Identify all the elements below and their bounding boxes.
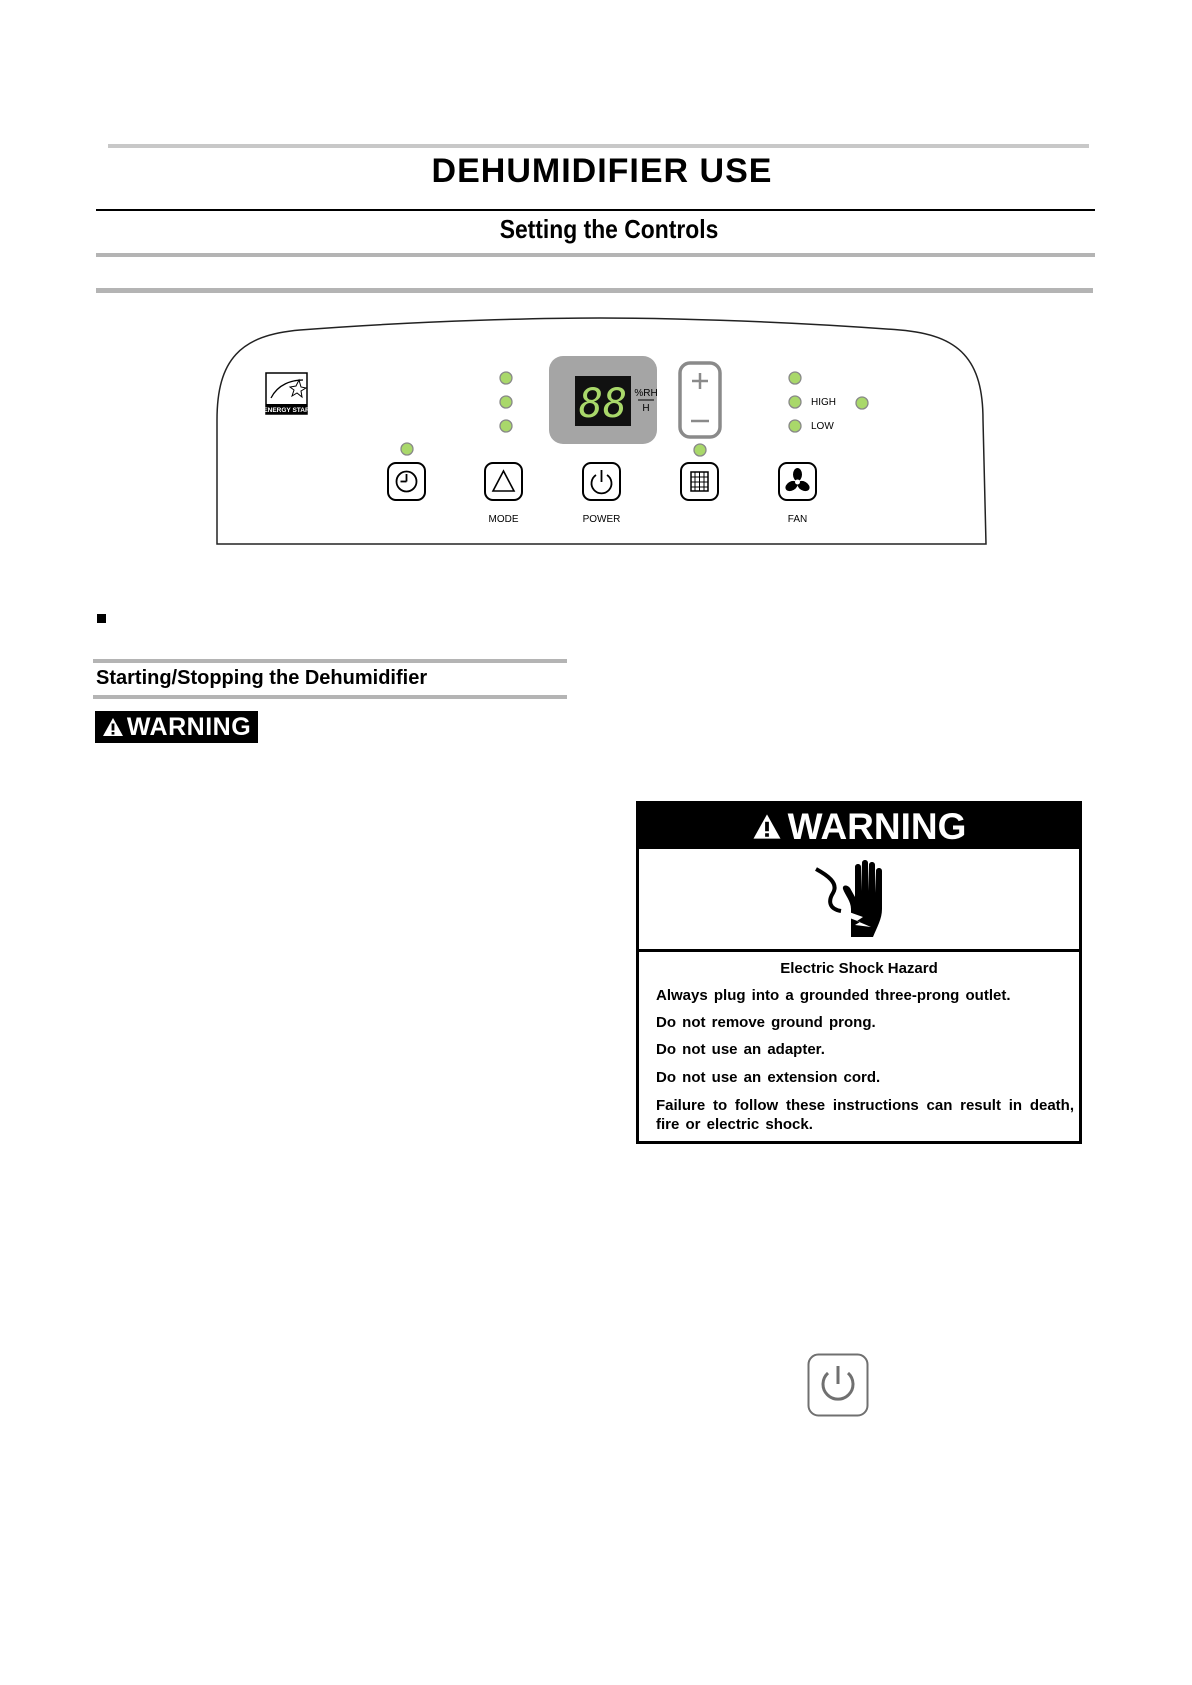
section-divider-bottom <box>96 288 1093 293</box>
timer-indicator-light <box>401 443 413 455</box>
timer-button[interactable] <box>388 463 425 500</box>
warning-box-header-label: WARNING <box>787 805 967 847</box>
mode-button-label: MODE <box>488 514 519 525</box>
subsection-title: Starting/Stopping the Dehumidifier <box>96 667 428 689</box>
display-digits: 88 <box>578 381 628 427</box>
energy-star-logo <box>263 373 310 414</box>
bullet-marker <box>97 614 106 623</box>
digital-display <box>549 356 658 444</box>
section-divider-top <box>96 253 1095 257</box>
warning-box-header <box>639 804 1079 849</box>
warning-tag <box>95 711 258 743</box>
power-button-label: POWER <box>582 514 621 525</box>
filter-indicator-light <box>694 444 706 456</box>
display-unit-rh: %RH <box>634 388 658 399</box>
warning-line: Do not use an extension cord. <box>656 1069 881 1086</box>
warning-line: Do not use an adapter. <box>656 1041 825 1058</box>
warning-line: Failure to follow these instructions can result in death, fire or electric shock. <box>656 1097 1074 1133</box>
electric-shock-warning-box <box>636 801 1082 1144</box>
power-button-illustration <box>807 1353 869 1417</box>
page-title: DEHUMIDIFIER USE <box>431 152 773 190</box>
mode-button[interactable] <box>485 463 522 525</box>
humidity-adjust-rocker[interactable] <box>680 363 720 437</box>
control-panel-illustration <box>200 300 1000 550</box>
display-unit-h: H <box>642 403 650 414</box>
fan-high-label: HIGH <box>811 397 836 408</box>
warning-triangle-icon <box>102 717 124 737</box>
section-title: Setting the Controls <box>499 214 719 244</box>
header-top-rule <box>108 144 1089 148</box>
warning-line: Always plug into a grounded three-prong outlet. <box>656 987 1011 1004</box>
fan-button-label: FAN <box>787 514 808 525</box>
subsection-divider-top <box>93 659 567 663</box>
warning-tag-label: WARNING <box>126 712 252 741</box>
fan-low-label: LOW <box>811 421 834 432</box>
filter-button[interactable] <box>681 463 718 500</box>
hazard-title: Electric Shock Hazard <box>780 960 938 977</box>
electric-shock-hand-icon <box>811 857 911 943</box>
power-button[interactable] <box>583 463 621 525</box>
energy-star-label: ENERGY STAR <box>263 407 310 414</box>
warning-triangle-icon <box>752 813 782 840</box>
subsection-divider-bottom <box>93 695 567 699</box>
warning-pictogram-area <box>639 849 1079 952</box>
warning-line: Do not remove ground prong. <box>656 1014 876 1031</box>
title-divider <box>96 209 1095 211</box>
mode-indicator-lights <box>500 372 512 432</box>
